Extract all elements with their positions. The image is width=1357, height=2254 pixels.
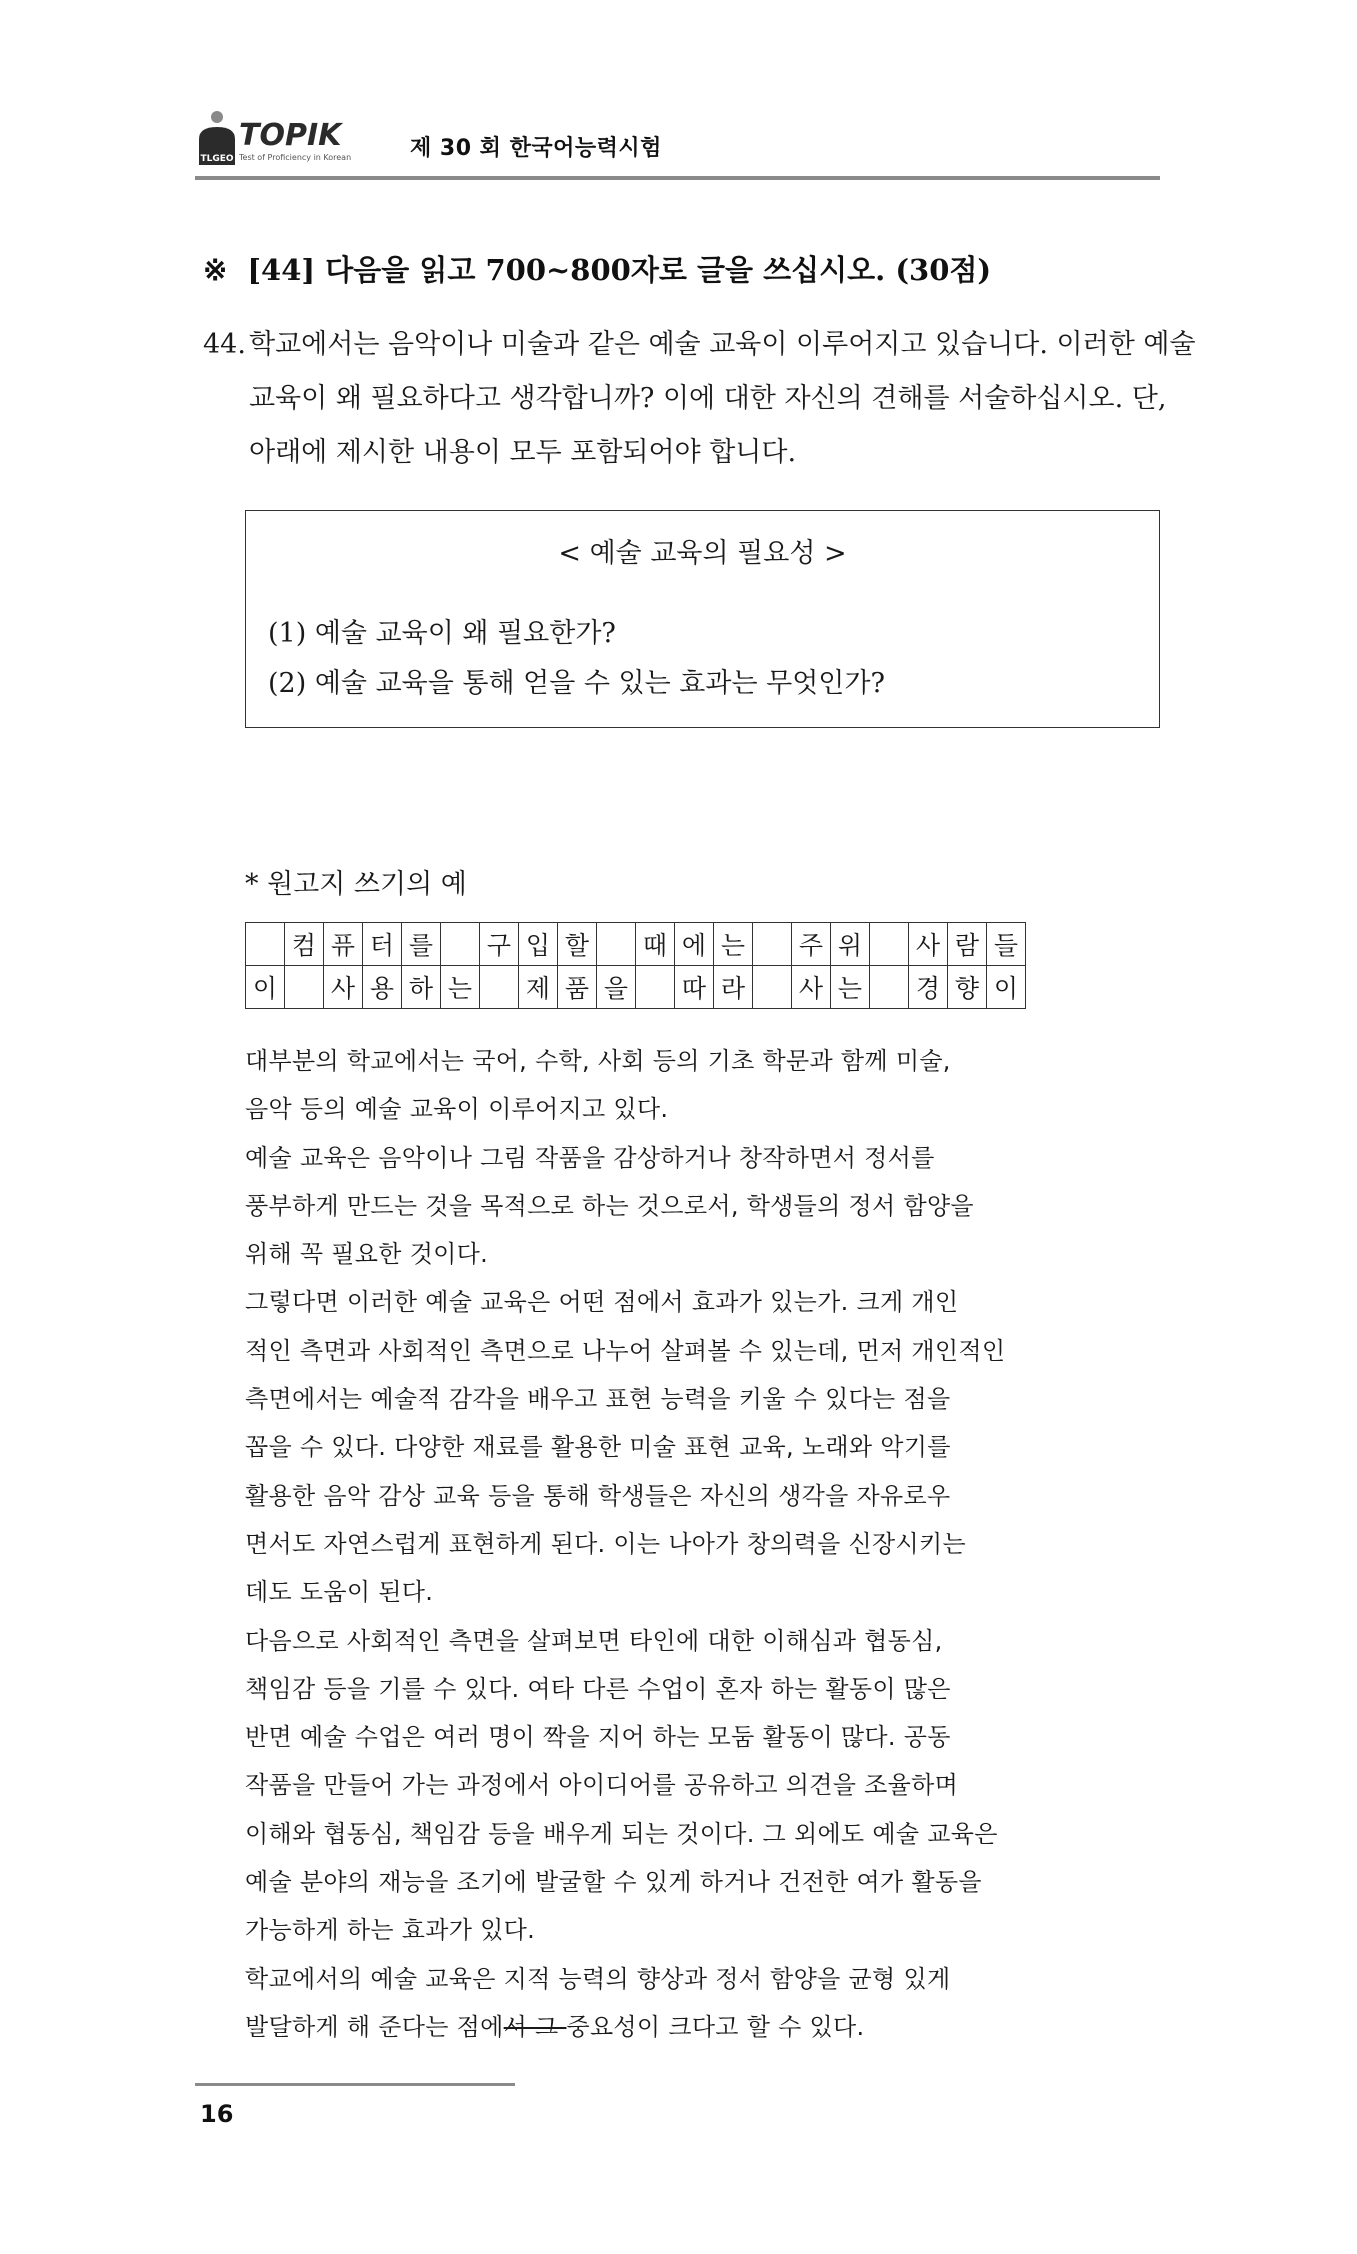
- grid-cell: 사: [324, 966, 363, 1009]
- answer-line: 위해 꼭 필요한 것이다.: [245, 1240, 489, 1269]
- grid-cell: 제: [519, 966, 558, 1009]
- answer-line: 면서도 자연스럽게 표현하게 된다. 이는 나아가 창의력을 신장시키는: [245, 1529, 966, 1558]
- question-body: [203, 318, 1196, 480]
- answer-line: 발달하게 해 준다는 점에서 그 중요성이 크다고 할 수 있다.: [245, 2012, 865, 2041]
- grid-cell: 터: [363, 923, 402, 966]
- grid-cell: 하: [402, 966, 441, 1009]
- grid-cell: 경: [909, 966, 948, 1009]
- logo-dot-icon: [211, 111, 223, 123]
- grid-cell: 향: [948, 966, 987, 1009]
- example-label: * 원고지 쓰기의 예: [245, 869, 467, 900]
- question-line: 아래에 제시한 내용이 모두 포함되어야 합니다.: [249, 437, 797, 468]
- page-header: [195, 95, 1160, 180]
- grid-cell: 을: [597, 966, 636, 1009]
- answer-line: 이해와 협동심, 책임감 등을 배우게 되는 것이다. 그 외에도 예술 교육은: [245, 1819, 998, 1848]
- grid-cell: 때: [636, 923, 675, 966]
- header-divider: [195, 176, 1160, 180]
- box-item: (1) 예술 교육이 왜 필요한가?: [268, 618, 616, 649]
- grid-cell: 용: [363, 966, 402, 1009]
- grid-cell: 이: [987, 966, 1026, 1009]
- grid-cell: [441, 923, 480, 966]
- answer-line: 활용한 음악 감상 교육 등을 통해 학생들은 자신의 생각을 자유로우: [245, 1481, 951, 1510]
- answer-line: 학교에서의 예술 교육은 지적 능력의 향상과 정서 함양을 균형 있게: [245, 1964, 951, 1993]
- answer-line: 예술 분야의 재능을 조기에 발굴할 수 있게 하거나 건전한 여가 활동을: [245, 1868, 982, 1897]
- answer-line: 책임감 등을 기를 수 있다. 여타 다른 수업이 혼자 하는 활동이 많은: [245, 1674, 951, 1703]
- logo-wordmark: TOPIK: [239, 118, 342, 153]
- exam-title: 제 30 회 한국어능력시험: [410, 136, 662, 161]
- answer-line: 예술 교육은 음악이나 그림 작품을 감상하거나 창작하면서 정서를: [245, 1143, 935, 1172]
- grid-cell: [636, 966, 675, 1009]
- grid-cell: 에: [675, 923, 714, 966]
- grid-cell: [246, 923, 285, 966]
- condition-box: [245, 510, 1160, 728]
- answer-line: 대부분의 학교에서는 국어, 수학, 사회 등의 기초 학문과 함께 미술,: [245, 1047, 951, 1075]
- grid-cell: 사: [792, 966, 831, 1009]
- grid-cell: 퓨: [324, 923, 363, 966]
- grid-cell: 들: [987, 923, 1026, 966]
- grid-cell: 라: [714, 966, 753, 1009]
- grid-cell: 주: [792, 923, 831, 966]
- grid-cell: [753, 966, 792, 1009]
- grid-cell: [870, 923, 909, 966]
- answer-line: 풍부하게 만드는 것을 목적으로 하는 것으로서, 학생들의 정서 함양을: [245, 1191, 974, 1220]
- answer-line: 측면에서는 예술적 감각을 배우고 표현 능력을 키울 수 있다는 점을: [245, 1385, 951, 1414]
- question-line: 44. 학교에서는 음악이나 미술과 같은 예술 교육이 이루어지고 있습니다. 이러한 예술: [203, 318, 1193, 372]
- struck-text: 서 그: [503, 2012, 567, 2041]
- topik-logo: [195, 105, 395, 175]
- page-number: 16: [200, 2100, 234, 2128]
- grid-cell: 람: [948, 923, 987, 966]
- grid-cell: 입: [519, 923, 558, 966]
- answer-line: 가능하게 하는 효과가 있다.: [245, 1916, 536, 1945]
- grid-cell: 컴: [285, 923, 324, 966]
- grid-cell: [480, 966, 519, 1009]
- footer-divider: [195, 2083, 515, 2086]
- question-number: 44.: [203, 329, 246, 360]
- grid-cell: 는: [441, 966, 480, 1009]
- question-title: [44] 다음을 읽고 700~800자로 글을 쓰십시오. (30점): [247, 253, 992, 287]
- grid-cell: [597, 923, 636, 966]
- box-title: < 예술 교육의 필요성 >: [558, 538, 847, 569]
- logo-badge-text: TLGEO: [200, 154, 234, 164]
- grid-cell: 를: [402, 923, 441, 966]
- answer-line: 다음으로 사회적인 측면을 살펴보면 타인에 대한 이해심과 협동심,: [245, 1626, 943, 1655]
- answer-line: 작품을 만들어 가는 과정에서 아이디어를 공유하고 의견을 조율하며: [245, 1771, 959, 1800]
- grid-cell: [870, 966, 909, 1009]
- answer-line: 데도 도움이 된다.: [245, 1578, 434, 1607]
- grid-cell: 할: [558, 923, 597, 966]
- answer-line: 음악 등의 예술 교육이 이루어지고 있다.: [245, 1095, 669, 1124]
- grid-row: [246, 923, 1026, 966]
- answer-line: 그렇다면 이러한 예술 교육은 어떤 점에서 효과가 있는가. 크게 개인: [245, 1288, 959, 1317]
- grid-cell: 이: [246, 966, 285, 1009]
- sample-answer: [245, 1037, 1205, 2051]
- question-line: 교육이 왜 필요하다고 생각합니까? 이에 대한 자신의 견해를 서술하십시오. 단,: [249, 383, 1167, 414]
- grid-cell: 사: [909, 923, 948, 966]
- grid-cell: 는: [831, 966, 870, 1009]
- grid-cell: [285, 966, 324, 1009]
- grid-cell: 구: [480, 923, 519, 966]
- grid-cell: 따: [675, 966, 714, 1009]
- grid-cell: 는: [714, 923, 753, 966]
- answer-line: 꼽을 수 있다. 다양한 재료를 활용한 미술 표현 교육, 노래와 악기를: [245, 1433, 951, 1462]
- grid-cell: 품: [558, 966, 597, 1009]
- box-item: (2) 예술 교육을 통해 얻을 수 있는 효과는 무엇인가?: [268, 668, 885, 699]
- logo-subtitle: Test of Proficiency in Korean: [239, 153, 352, 162]
- question-heading: [203, 248, 991, 289]
- grid-cell: [753, 923, 792, 966]
- reference-mark: ※: [203, 253, 228, 287]
- manuscript-grid: [245, 922, 1026, 1009]
- grid-row: [246, 966, 1026, 1009]
- answer-line: 반면 예술 수업은 여러 명이 짝을 지어 하는 모둠 활동이 많다. 공동: [245, 1723, 951, 1752]
- grid-cell: 위: [831, 923, 870, 966]
- answer-line: 적인 측면과 사회적인 측면으로 나누어 살펴볼 수 있는데, 먼저 개인적인: [245, 1336, 1006, 1365]
